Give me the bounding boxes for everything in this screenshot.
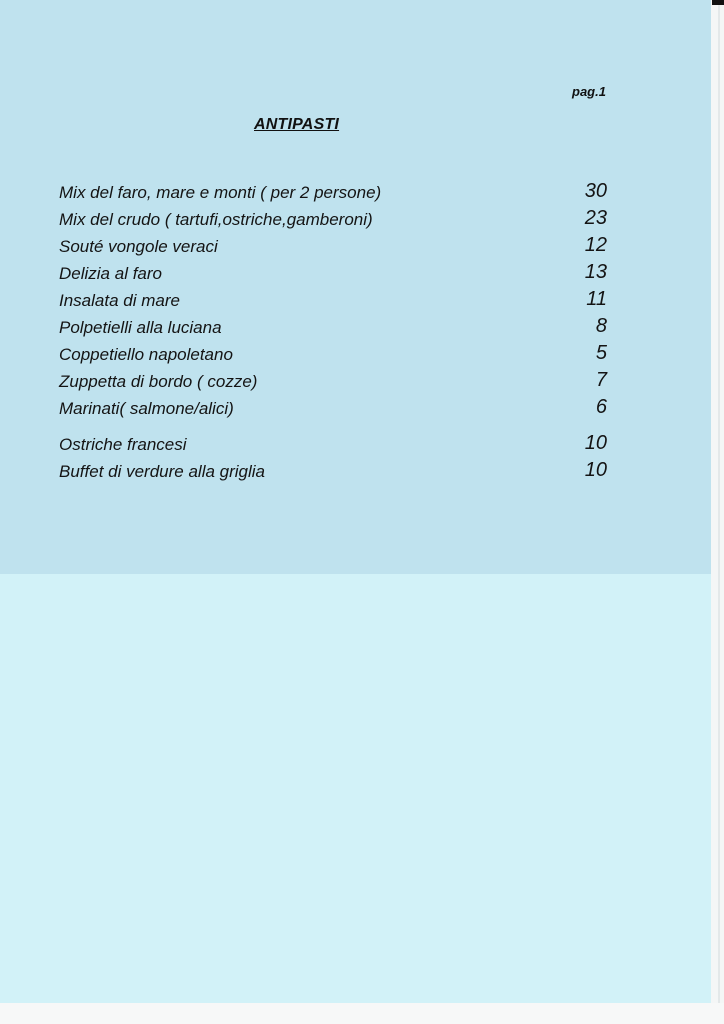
scan-corner-mark [712,0,724,5]
menu-list [59,180,610,486]
menu-item-name: Buffet di verdure alla griglia [59,462,266,481]
menu-item-name: Souté vongole veraci [59,237,218,256]
page-number: pag.1 [572,84,606,99]
menu-item [59,234,610,261]
menu-item-name: Mix del crudo ( tartufi,ostriche,gamberoni) [59,210,373,229]
menu-item-price: 12 [584,234,607,256]
menu-item-name: Mix del faro, mare e monti ( per 2 persone) [59,183,382,202]
menu-item-name: Ostriche francesi [59,435,187,454]
menu-item-price: 7 [595,369,607,391]
menu-item-name: Delizia al faro [59,264,162,283]
menu-item-price: 6 [595,396,607,418]
menu-item-price: 23 [584,207,607,229]
menu-item-name: Insalata di mare [59,291,180,310]
menu-item-price: 8 [595,315,607,337]
menu-item [59,432,610,459]
menu-item-name: Polpetielli alla luciana [59,318,222,337]
menu-item-price: 30 [584,180,607,202]
menu-item-name: Zuppetta di bordo ( cozze) [59,372,258,391]
menu-item-price: 11 [586,288,607,310]
menu-item-price: 10 [584,432,607,454]
menu-item-name: Marinati( salmone/alici) [59,399,234,418]
menu-item [59,261,610,288]
menu-item [59,180,610,207]
section-title: ANTIPASTI [254,116,340,133]
menu-sheet-lower [0,574,711,1003]
menu-item [59,207,610,234]
menu-item-price: 10 [584,459,607,481]
menu-item-price: 5 [595,342,607,364]
menu-item [59,369,610,396]
menu-item [59,315,610,342]
scan-bottom-margin [0,1003,724,1024]
menu-item [59,342,610,369]
menu-item [59,288,610,315]
menu-item [59,459,610,486]
menu-item-price: 13 [584,261,607,283]
menu-item [59,396,610,423]
menu-item-name: Coppetiello napoletano [59,345,233,364]
scan-edge-line [718,0,720,1024]
